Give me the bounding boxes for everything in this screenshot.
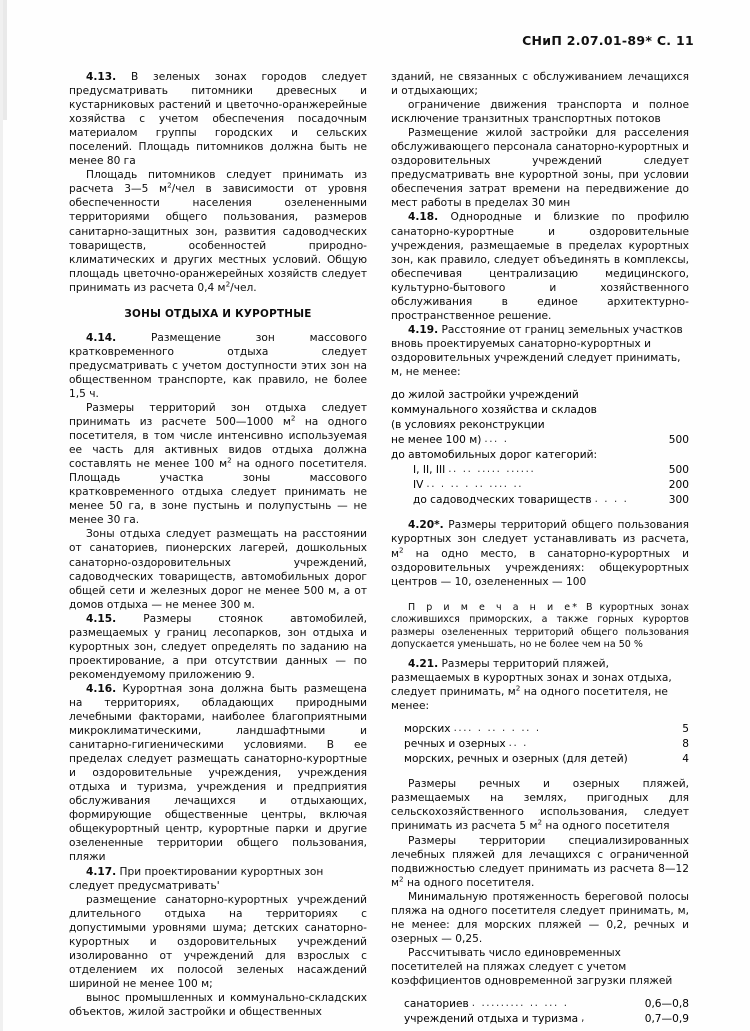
- clause-text-zone-sizes: Размеры территорий зон отдыха следует принимать из расчете 500—1000 $м^2$ на одного посетителя, в том числе интенсивно используемая ее часть для активных видов отдыха должна составлять не менее 100 $м^2$ на одного посетителя. Площадь участка зоны массового кратковременного отдыха следует принимать не менее 50 га, в зоне пустынь и полупустынь — не менее 30 га.: [69, 401, 367, 527]
- clause-number-4-20: 4.20*.: [408, 519, 444, 532]
- distance-requirements-list: [391, 388, 689, 508]
- leader-dots: [600, 448, 660, 462]
- coefficient-label: санаториев: [404, 998, 469, 1011]
- beach-label: речных и озерных: [404, 738, 506, 751]
- distance-row-100m: [391, 433, 689, 448]
- paragraph-staff-housing: [391, 126, 689, 210]
- section-heading-recreation-resort: ЗОНЫ ОТДЫХА И КУРОРТНЫЕ: [124, 307, 312, 320]
- distance-row-roads-header: [391, 448, 689, 463]
- paragraph-zone-sizes: [69, 401, 367, 527]
- right-column: [391, 70, 689, 1027]
- distance-label: до автомобильных дорог категорий:: [391, 449, 598, 462]
- loading-coefficient-list: [391, 997, 689, 1027]
- clause-number-4-13: 4.13.: [86, 71, 117, 83]
- two-column-body: [69, 70, 689, 1027]
- paragraph-4-15: [69, 612, 367, 682]
- clause-text-shoreline-length: Минимальную протяженность береговой полосы пляжа на одного посетителя следует принимать, м, не менее: для морских пляжей — 0,2, речных и озерных — 0,25.: [391, 890, 689, 945]
- coefficient-row-sanatoria: [391, 997, 689, 1012]
- note-label: П р и м е ч а н и е*: [408, 601, 580, 613]
- distance-label: до садоводческих товариществ: [413, 494, 592, 507]
- clause-text-4-16: Курортная зона должна быть размещена на территориях, обладающих природными лечебными факторами, наиболее благоприятными микроклиматическими, ландшафтными и санитарно-гигиеническими условиями. В ее пределах следует размещать санаторно-курортные и оздоровительные учреждения, учреждения отдыха и туризма, учреждения и предприятия обслуживания лечащихся и отдыхающих, формирующие общественные центры, включая общекурортный центр, курортные парки и другие озелененные территории общего пользования, пляжи: [69, 682, 367, 864]
- paragraph-specialized-beaches: [391, 834, 689, 890]
- beach-label: морских, речных и озерных (для детей): [404, 753, 628, 766]
- beach-size-list: [391, 722, 689, 767]
- leader-dots: .... . .. . . .. .: [453, 723, 541, 735]
- leader-dots: . . . .: [594, 494, 629, 506]
- beach-row-children: [391, 752, 689, 767]
- leader-dots: [631, 752, 660, 766]
- beach-row-river-lake: [391, 737, 689, 752]
- clause-text-visitor-count: Рассчитывать число единовременных посетителей на пляжах следует с учетом коэффициентов одновременной загрузки пляжей: [391, 946, 673, 987]
- coefficient-value: 0,7—0,9: [644, 1013, 689, 1026]
- clause-text-industrial-removal: вынос промышленных и коммунально-складских объектов, жилой застройки и общественных: [69, 991, 367, 1018]
- clause-text-4-19: Расстояние от границ земельных участков вновь проектируемых санаторно-курортных и оздоровительных учреждений следует принимать, м, не менее:: [391, 323, 683, 378]
- clause-number-4-19: 4.19.: [408, 323, 439, 336]
- clause-number-4-18: 4.18.: [408, 211, 439, 224]
- leader-dots: .. .: [508, 738, 528, 750]
- distance-value: 300: [668, 494, 689, 507]
- clause-text-4-15: Размеры стоянок автомобилей, размещаемых у границ лесопарков, зон отдыха и курортных зон, следует определять по заданию на проектирование, а при отсутствии данных — по рекомендуемому приложению 9.: [69, 612, 367, 681]
- clause-text-4-21: Размеры территорий пляжей, размещаемых в курортных зонах и зонах отдыха, следует принимать, $м^2$ на одного посетителя, не менее:: [391, 658, 672, 713]
- paragraph-sanatorium-placement: [69, 893, 367, 991]
- spacer: [391, 767, 689, 777]
- paragraph-shoreline-length: [391, 890, 689, 946]
- distance-label: (в условиях реконструкции: [391, 419, 545, 432]
- paragraph-continuation: зданий, не связанных с обслуживанием лечащихся и отдыхающих;: [391, 71, 689, 98]
- leader-dots: [582, 388, 660, 402]
- leader-dots: [548, 418, 660, 432]
- clause-text-4-17: При проектировании курортных зон следует предусматривать': [69, 865, 324, 892]
- leader-dots: ,: [581, 1013, 586, 1025]
- distance-label: не менее 100 м): [391, 434, 482, 447]
- clause-text-zone-distances: Зоны отдыха следует размещать на расстоянии от санаториев, пионерских лагерей, дошкольных санаторно-оздоровительных учреждений, садоводческих товариществ, автомобильных дорог общей сети и железных дорог не менее 500 м, а от домов отдыха — не менее 300 м.: [69, 528, 367, 611]
- distance-row-reconstruction: [391, 418, 689, 433]
- clause-text-specialized-beaches: Размеры территории специализированных лечебных пляжей для лечащихся с ограниченной подвижностью следует принимать из расчета 8—12 $м^2$ на одного посетителя.: [391, 834, 689, 889]
- distance-row-roads-123: [391, 463, 689, 478]
- paragraph-4-17: [69, 865, 367, 893]
- clause-number-4-21: 4.21.: [408, 658, 439, 671]
- beach-row-sea: [391, 722, 689, 737]
- clause-text-4-13: В зеленых зонах городов следует предусматривать питомники древесных и кустарниковых растений и цветочно-оранжерейные хозяйства с учетом обеспечения посадочным материалом группы городских и сельских поселений. Площадь питомников должна быть не менее 80 га: [69, 71, 367, 168]
- coefficient-row-recreation-tourism: [391, 1012, 689, 1027]
- paragraph-zone-distances: [69, 527, 367, 611]
- clause-text-4-20: Размеры территорий общего пользования курортных зон следует устанавливать из расчета, $м^2$ на одно место, в санаторно-курортных и оздоровительных учреждениях: общекурортных центров — 10, озелененных — 100: [391, 519, 689, 588]
- distance-value: 200: [668, 479, 689, 492]
- paragraph-industrial-removal: [69, 991, 367, 1019]
- clause-text-sanatorium-placement: размещение санаторно-курортных учреждений длительного отдыха на территориях с допустимыми уровнями шума; детских санаторно-курортных и оздоровительных учреждений изолированно от учреждений для взрослых с отделением их полосой зеленых насаждений шириной не менее 100 м;: [69, 893, 367, 990]
- page-edge-shadow: [3, 0, 7, 120]
- paragraph-4-14: [69, 331, 367, 401]
- distance-label: I, II, III: [413, 464, 446, 477]
- distance-row-roads-4: [391, 478, 689, 493]
- clause-text-staff-housing: Размещение жилой застройки для расселения обслуживающего персонала санаторно-курортных и оздоровительных учреждений следует предусматривать вне курортной зоны, при условии обеспечения затрат времени на передвижение до мест работы в пределах 30 мин: [391, 127, 689, 210]
- clause-number-4-15: 4.15.: [86, 612, 117, 625]
- distance-value: 500: [668, 434, 689, 447]
- paragraph-4-13: [69, 70, 367, 168]
- distance-row-garden-associations: [391, 493, 689, 508]
- clause-text-river-lake-beaches: Размеры речных и озерных пляжей, размещаемых на землях, пригодных для сельскохозяйственного использования, следует принимать из расчета 5 $м^2$ на одного посетителя: [391, 778, 689, 833]
- clause-number-4-14: 4.14.: [86, 331, 117, 344]
- paragraph-river-lake-beaches: [391, 777, 689, 833]
- coefficient-value: 0,6—0,8: [644, 998, 689, 1011]
- left-column: [69, 70, 367, 1027]
- clause-text-nursery-area: Площадь питомников следует принимать из расчета 3—5 $м^2$/чел в зависимости от уровня обеспеченности населения озелененными территориями общего пользования, размеров санитарно-защитных зон, развития садоводческих товариществ, особенностей природно-климатических и других местных условий. Общую площадь цветочно-оранжерейных хозяйств следует принимать из расчета 0,4 $м^2$/чел.: [69, 169, 367, 294]
- beach-value: 5: [682, 723, 689, 736]
- distance-label: IV: [413, 479, 424, 492]
- paragraph-visitor-count: [391, 946, 689, 988]
- distance-label: до жилой застройки учреждений: [391, 389, 579, 402]
- distance-row-housing-2: [391, 403, 689, 418]
- note-text: В курортных зонах сложившихся приморских, а также горных курортов размеры озелененных территорий общего пользования допускается уменьшать, но не более чем на 50 %: [391, 601, 690, 651]
- leader-dots: .. . .. . .. .... ..: [426, 479, 524, 491]
- paragraph-4-21: [391, 657, 689, 713]
- clause-text-traffic-restriction: ограничение движения транспорта и полное исключение транзитных транспортных потоков: [391, 99, 689, 126]
- paragraph-4-19: [391, 323, 689, 379]
- clause-number-4-16: 4.16.: [86, 682, 117, 695]
- paragraph-4-16: [69, 682, 367, 865]
- distance-label: коммунального хозяйства и складов: [391, 404, 597, 417]
- clause-text-4-14: Размещение зон массового кратковременного отдыха следует предусматривать с учетом доступности этих зон на общественном транспорте, как правило, не более 1,5 ч.: [69, 331, 367, 400]
- coefficient-label: учреждений отдыха и туризма: [404, 1013, 579, 1026]
- leader-dots: ... .: [484, 434, 509, 446]
- note-block: [391, 602, 689, 652]
- beach-value: 8: [682, 738, 689, 751]
- distance-row-housing-1: [391, 388, 689, 403]
- paragraph-nursery-area: [69, 168, 367, 294]
- distance-value: 500: [668, 464, 689, 477]
- paragraph-4-20: [391, 518, 689, 588]
- leader-dots: . ......... .. ... .: [471, 998, 569, 1010]
- leader-dots: .. .. ..... ......: [448, 464, 536, 476]
- spacer: [391, 508, 689, 518]
- clause-number-4-17: 4.17.: [86, 865, 117, 878]
- beach-value: 4: [682, 753, 689, 766]
- page-header: СНиП 2.07.01-89* С. 11: [522, 33, 694, 48]
- paragraph-traffic-restriction: [391, 98, 689, 126]
- clause-text-4-18: Однородные и близкие по профилю санаторно-курортные и оздоровительные учреждения, размещаемые в пределах курортных зон, как правило, следует объединять в комплексы, обеспечивая централизацию медицинского, культурно-бытового и хозяйственного обслуживания в единое архитектурно-пространственное решение.: [391, 211, 689, 322]
- paragraph-4-18: [391, 210, 689, 322]
- leader-dots: [600, 403, 660, 417]
- beach-label: морских: [404, 723, 451, 736]
